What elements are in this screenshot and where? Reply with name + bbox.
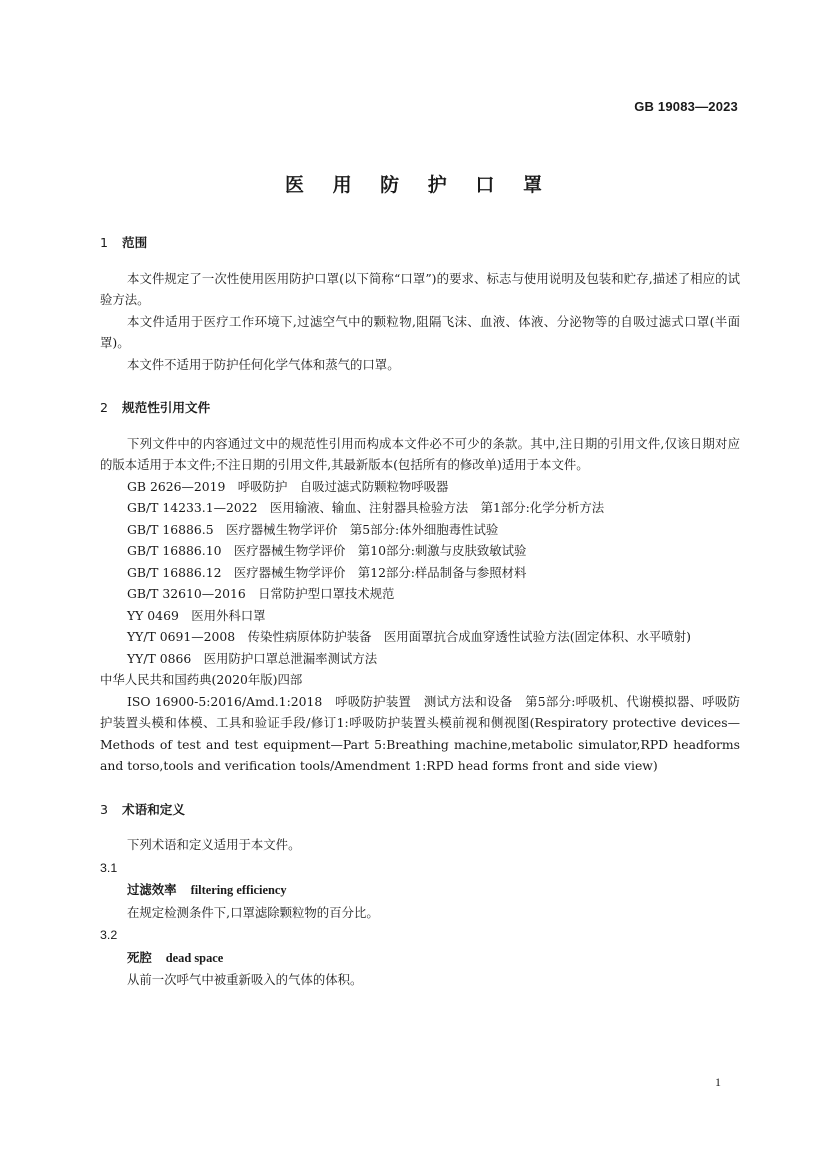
reference-item: YY/T 0866 医用防护口罩总泄漏率测试方法 (127, 650, 378, 666)
paragraph: 下列文件中的内容通过文中的规范性引用而构成本文件必不可少的条款。其中,注日期的引用文件,仅该日期对应的版本适用于本文件;不注日期的引用文件,其最新版本(包括所有的修改单)适用于本文件。 (100, 435, 740, 472)
section-heading (100, 799, 740, 821)
section-heading (100, 397, 740, 419)
paragraph: 本文件规定了一次性使用医用防护口罩(以下简称“口罩”)的要求、标志与使用说明及包装和贮存,描述了相应的试验方法。 (100, 270, 740, 307)
document-body (100, 232, 740, 991)
reference-item: GB/T 16886.10 医疗器械生物学评价 第10部分:刺激与皮肤致敏试验 (127, 543, 527, 558)
term-definition: 从前一次呼气中被重新吸入的气体的体积。 (127, 972, 363, 987)
section-title: 范围 (122, 235, 148, 250)
page-number: 1 (715, 1075, 721, 1089)
section-number: 3 (100, 801, 109, 817)
term-number: 3.1 (100, 860, 118, 875)
reference-item: GB/T 14233.1—2022 医用输液、输血、注射器具检验方法 第1部分:化学分析方法 (127, 500, 605, 515)
reference-item: 中华人民共和国药典(2020年版)四部 (100, 672, 303, 687)
term-name-en: dead space (165, 950, 224, 965)
reference-item: ISO 16900-5:2016/Amd.1:2018 呼吸防护装置 测试方法和设备 第5部分:呼吸机、代谢模拟器、呼吸防护装置头模和体模、工具和验证手段/修订1:呼吸防护装置头模前视和侧视图(Respiratory protective devices—Methods of test and test equipment—Part 5:Breathing machine,metabolic simulator,RPD headforms and torso,tools and verification tools/Amendment 1:RPD head forms front and side view) (100, 693, 740, 773)
reference-item: YY 0469 医用外科口罩 (127, 607, 266, 623)
section-body (100, 834, 740, 991)
standard-code: GB 19083—2023 (634, 99, 738, 114)
section-number: 2 (100, 400, 109, 415)
term-name (100, 947, 740, 970)
paragraph: 下列术语和定义适用于本文件。 (127, 837, 301, 852)
reference-item: GB/T 32610—2016 日常防护型口罩技术规范 (127, 586, 395, 601)
section-title: 规范性引用文件 (122, 400, 211, 415)
term-name-zh: 死腔 (127, 949, 152, 965)
term-name-zh: 过滤效率 (127, 882, 177, 897)
term-number: 3.2 (100, 928, 118, 942)
reference-item: GB/T 16886.5 医疗器械生物学评价 第5部分:体外细胞毒性试验 (127, 521, 499, 537)
reference-item: YY/T 0691—2008 传染性病原体防护装备 医用面罩抗合成血穿透性试验方法(固定体积、水平喷射) (127, 629, 691, 644)
section-title: 术语和定义 (122, 801, 185, 817)
term-name (100, 879, 740, 902)
section-body (100, 268, 740, 376)
reference-item: GB 2626—2019 呼吸防护 自吸过滤式防颗粒物呼吸器 (127, 478, 449, 494)
section-heading (100, 232, 740, 254)
paragraph: 本文件不适用于防护任何化学气体和蒸气的口罩。 (127, 356, 400, 372)
reference-item: GB/T 16886.12 医疗器械生物学评价 第12部分:样品制备与参照材料 (127, 564, 527, 580)
document-title: 医 用 防 护 口 罩 (284, 174, 554, 196)
paragraph: 本文件适用于医疗工作环境下,过滤空气中的颗粒物,阻隔飞沫、血液、体液、分泌物等的自吸过滤式口罩(半面罩)。 (100, 313, 740, 350)
section-body (100, 433, 740, 777)
term-name-en: filtering efficiency (190, 883, 287, 897)
term-definition: 在规定检测条件下,口罩滤除颗粒物的百分比。 (127, 904, 379, 920)
section-number: 1 (100, 235, 109, 250)
